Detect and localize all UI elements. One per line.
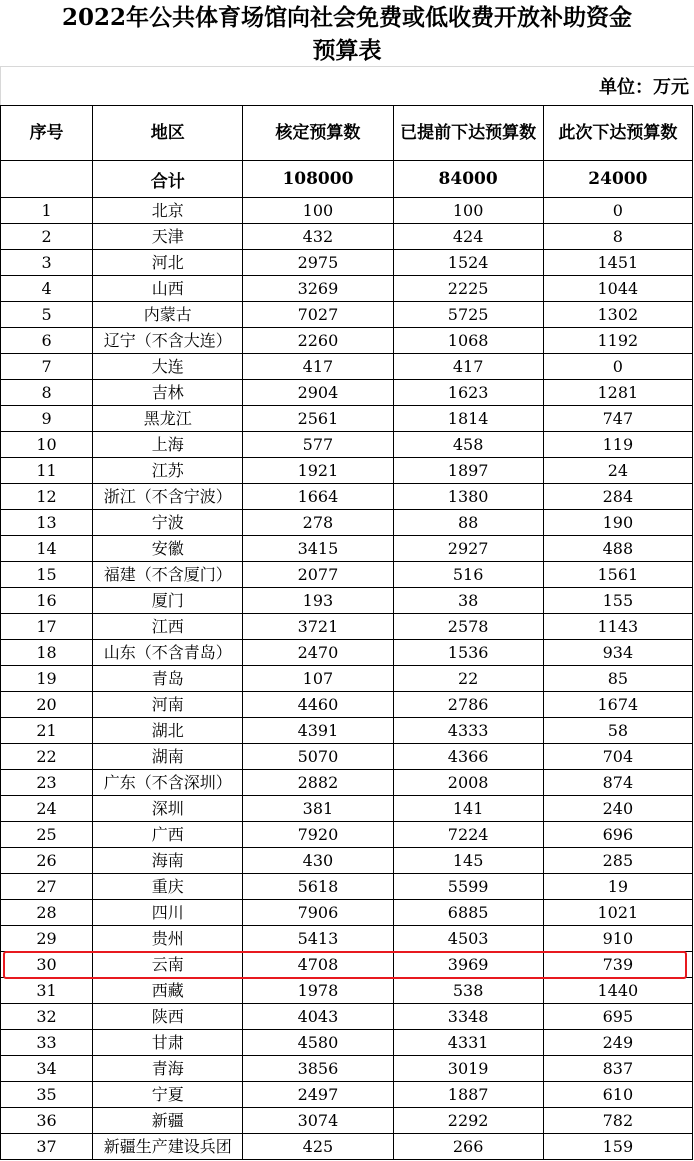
row-approved-cell: 2975	[243, 250, 393, 276]
row-advance-cell: 4503	[393, 926, 543, 952]
table-row	[1, 432, 693, 458]
row-approved-cell: 2470	[243, 640, 393, 666]
row-region-cell: 江苏	[93, 458, 243, 484]
row-no-cell: 27	[1, 874, 93, 900]
row-current-cell: 285	[543, 848, 692, 874]
table-row	[1, 1056, 693, 1082]
row-approved-cell: 425	[243, 1134, 393, 1160]
row-current-cell: 1281	[543, 380, 692, 406]
row-current-cell: 1192	[543, 328, 692, 354]
row-region-cell: 北京	[93, 198, 243, 224]
row-no-cell: 25	[1, 822, 93, 848]
unit-label: 单位：万元	[599, 77, 689, 98]
row-no-cell: 18	[1, 640, 93, 666]
row-approved-cell: 3074	[243, 1108, 393, 1134]
row-approved-cell: 432	[243, 224, 393, 250]
row-approved-cell: 7027	[243, 302, 393, 328]
row-no-cell: 36	[1, 1108, 93, 1134]
header-cell-no: 序号	[1, 106, 93, 161]
row-region-cell: 安徽	[93, 536, 243, 562]
table-row	[1, 328, 693, 354]
row-advance-cell: 516	[393, 562, 543, 588]
table-row	[1, 900, 693, 926]
table-row	[1, 302, 693, 328]
row-region-cell: 四川	[93, 900, 243, 926]
row-advance-cell: 145	[393, 848, 543, 874]
row-region-cell: 厦门	[93, 588, 243, 614]
row-approved-cell: 1664	[243, 484, 393, 510]
row-approved-cell: 4708	[243, 952, 393, 978]
row-approved-cell: 430	[243, 848, 393, 874]
row-region-cell: 山东（不含青岛）	[93, 640, 243, 666]
row-advance-cell: 1897	[393, 458, 543, 484]
row-no-cell: 31	[1, 978, 93, 1004]
table-row	[1, 458, 693, 484]
row-advance-cell: 1068	[393, 328, 543, 354]
row-no-cell: 33	[1, 1030, 93, 1056]
row-approved-cell: 3269	[243, 276, 393, 302]
row-no-cell: 1	[1, 198, 93, 224]
row-no-cell: 8	[1, 380, 93, 406]
header-cell-region: 地区	[93, 106, 243, 161]
table-row	[1, 692, 693, 718]
row-region-cell: 陕西	[93, 1004, 243, 1030]
row-current-cell: 85	[543, 666, 692, 692]
row-approved-cell: 100	[243, 198, 393, 224]
document-title	[0, 0, 694, 66]
table-row	[1, 744, 693, 770]
row-advance-cell: 1524	[393, 250, 543, 276]
row-current-cell: 119	[543, 432, 692, 458]
row-region-cell: 大连	[93, 354, 243, 380]
row-region-cell: 重庆	[93, 874, 243, 900]
row-region-cell: 吉林	[93, 380, 243, 406]
row-current-cell: 874	[543, 770, 692, 796]
table-row	[1, 1082, 693, 1108]
row-advance-cell: 424	[393, 224, 543, 250]
row-approved-cell: 381	[243, 796, 393, 822]
row-current-cell: 782	[543, 1108, 692, 1134]
row-advance-cell: 7224	[393, 822, 543, 848]
row-no-cell: 19	[1, 666, 93, 692]
row-no-cell: 2	[1, 224, 93, 250]
row-approved-cell: 4043	[243, 1004, 393, 1030]
row-region-cell: 海南	[93, 848, 243, 874]
row-no-cell: 16	[1, 588, 93, 614]
row-no-cell: 17	[1, 614, 93, 640]
row-approved-cell: 5413	[243, 926, 393, 952]
total-no-cell	[1, 161, 93, 198]
row-approved-cell: 3856	[243, 1056, 393, 1082]
table-row	[1, 224, 693, 250]
row-approved-cell: 2882	[243, 770, 393, 796]
header-cell-current: 此次下达预算数	[543, 106, 692, 161]
row-region-cell: 甘肃	[93, 1030, 243, 1056]
row-advance-cell: 1623	[393, 380, 543, 406]
row-approved-cell: 577	[243, 432, 393, 458]
row-approved-cell: 5070	[243, 744, 393, 770]
row-advance-cell: 417	[393, 354, 543, 380]
row-current-cell: 696	[543, 822, 692, 848]
row-current-cell: 1044	[543, 276, 692, 302]
row-region-cell: 宁波	[93, 510, 243, 536]
row-approved-cell: 2260	[243, 328, 393, 354]
row-region-cell: 湖北	[93, 718, 243, 744]
row-no-cell: 24	[1, 796, 93, 822]
row-advance-cell: 3348	[393, 1004, 543, 1030]
table-row	[1, 796, 693, 822]
row-current-cell: 910	[543, 926, 692, 952]
header-cell-approved: 核定预算数	[243, 106, 393, 161]
row-region-cell: 天津	[93, 224, 243, 250]
row-region-cell: 新疆	[93, 1108, 243, 1134]
row-region-cell: 山西	[93, 276, 243, 302]
table-row	[1, 666, 693, 692]
row-current-cell: 8	[543, 224, 692, 250]
row-current-cell: 0	[543, 354, 692, 380]
row-advance-cell: 2927	[393, 536, 543, 562]
row-current-cell: 0	[543, 198, 692, 224]
row-advance-cell: 5725	[393, 302, 543, 328]
row-approved-cell: 1978	[243, 978, 393, 1004]
row-current-cell: 837	[543, 1056, 692, 1082]
row-no-cell: 7	[1, 354, 93, 380]
table-row	[1, 640, 693, 666]
row-current-cell: 19	[543, 874, 692, 900]
table-row	[1, 484, 693, 510]
total-row	[1, 161, 693, 198]
row-advance-cell: 458	[393, 432, 543, 458]
row-region-cell: 湖南	[93, 744, 243, 770]
table-row	[1, 614, 693, 640]
table-row	[1, 198, 693, 224]
row-no-cell: 15	[1, 562, 93, 588]
total-advance-cell: 84000	[393, 161, 543, 198]
row-advance-cell: 266	[393, 1134, 543, 1160]
row-current-cell: 155	[543, 588, 692, 614]
row-no-cell: 32	[1, 1004, 93, 1030]
table-row	[1, 718, 693, 744]
row-advance-cell: 1814	[393, 406, 543, 432]
row-approved-cell: 417	[243, 354, 393, 380]
row-current-cell: 704	[543, 744, 692, 770]
total-approved-cell: 108000	[243, 161, 393, 198]
header-row	[1, 106, 693, 161]
table-row	[1, 1004, 693, 1030]
table-row	[1, 354, 693, 380]
row-advance-cell: 2786	[393, 692, 543, 718]
row-current-cell: 284	[543, 484, 692, 510]
row-no-cell: 22	[1, 744, 93, 770]
row-advance-cell: 2292	[393, 1108, 543, 1134]
row-no-cell: 10	[1, 432, 93, 458]
row-current-cell: 695	[543, 1004, 692, 1030]
row-no-cell: 30	[1, 952, 93, 978]
row-current-cell: 1302	[543, 302, 692, 328]
row-no-cell: 20	[1, 692, 93, 718]
table-row	[1, 588, 693, 614]
row-current-cell: 488	[543, 536, 692, 562]
row-advance-cell: 2008	[393, 770, 543, 796]
row-advance-cell: 88	[393, 510, 543, 536]
row-approved-cell: 193	[243, 588, 393, 614]
row-no-cell: 23	[1, 770, 93, 796]
row-region-cell: 广西	[93, 822, 243, 848]
row-no-cell: 12	[1, 484, 93, 510]
row-no-cell: 28	[1, 900, 93, 926]
row-current-cell: 249	[543, 1030, 692, 1056]
total-current-cell: 24000	[543, 161, 692, 198]
row-current-cell: 190	[543, 510, 692, 536]
row-approved-cell: 2077	[243, 562, 393, 588]
row-approved-cell: 5618	[243, 874, 393, 900]
row-approved-cell: 4580	[243, 1030, 393, 1056]
row-advance-cell: 4331	[393, 1030, 543, 1056]
row-advance-cell: 1380	[393, 484, 543, 510]
unit-row-left-border	[0, 67, 1, 106]
row-advance-cell: 3969	[393, 952, 543, 978]
table-row	[1, 978, 693, 1004]
row-advance-cell: 4366	[393, 744, 543, 770]
row-region-cell: 青岛	[93, 666, 243, 692]
row-region-cell: 贵州	[93, 926, 243, 952]
row-approved-cell: 4460	[243, 692, 393, 718]
row-advance-cell: 22	[393, 666, 543, 692]
row-no-cell: 34	[1, 1056, 93, 1082]
row-approved-cell: 3415	[243, 536, 393, 562]
row-current-cell: 934	[543, 640, 692, 666]
row-region-cell: 青海	[93, 1056, 243, 1082]
table-row	[1, 250, 693, 276]
row-no-cell: 13	[1, 510, 93, 536]
table-row	[1, 510, 693, 536]
row-current-cell: 1674	[543, 692, 692, 718]
row-region-cell: 江西	[93, 614, 243, 640]
row-region-cell: 广东（不含深圳）	[93, 770, 243, 796]
row-region-cell: 黑龙江	[93, 406, 243, 432]
budget-table	[0, 105, 693, 1160]
row-approved-cell: 3721	[243, 614, 393, 640]
row-region-cell: 上海	[93, 432, 243, 458]
table-row	[1, 1030, 693, 1056]
row-approved-cell: 2904	[243, 380, 393, 406]
header-cell-advance: 已提前下达预算数	[393, 106, 543, 161]
row-current-cell: 24	[543, 458, 692, 484]
row-approved-cell: 4391	[243, 718, 393, 744]
row-advance-cell: 538	[393, 978, 543, 1004]
row-advance-cell: 2225	[393, 276, 543, 302]
row-no-cell: 6	[1, 328, 93, 354]
row-advance-cell: 1536	[393, 640, 543, 666]
table-row	[1, 536, 693, 562]
total-label-cell: 合计	[93, 161, 243, 198]
row-region-cell: 内蒙古	[93, 302, 243, 328]
row-no-cell: 11	[1, 458, 93, 484]
table-row	[1, 562, 693, 588]
table-row	[1, 822, 693, 848]
title-line-1: 2022年公共体育场馆向社会免费或低收费开放补助资金	[61, 4, 632, 31]
row-advance-cell: 3019	[393, 1056, 543, 1082]
table-row	[1, 276, 693, 302]
table-row	[1, 1108, 693, 1134]
row-approved-cell: 278	[243, 510, 393, 536]
row-approved-cell: 7920	[243, 822, 393, 848]
row-current-cell: 58	[543, 718, 692, 744]
row-region-cell: 宁夏	[93, 1082, 243, 1108]
row-region-cell: 新疆生产建设兵团	[93, 1134, 243, 1160]
unit-row	[0, 66, 694, 106]
table-row	[1, 926, 693, 952]
row-no-cell: 14	[1, 536, 93, 562]
row-approved-cell: 7906	[243, 900, 393, 926]
row-current-cell: 1451	[543, 250, 692, 276]
row-advance-cell: 6885	[393, 900, 543, 926]
row-advance-cell: 1887	[393, 1082, 543, 1108]
row-approved-cell: 1921	[243, 458, 393, 484]
table-row	[1, 406, 693, 432]
row-no-cell: 37	[1, 1134, 93, 1160]
row-no-cell: 26	[1, 848, 93, 874]
row-current-cell: 1021	[543, 900, 692, 926]
row-region-cell: 河南	[93, 692, 243, 718]
row-current-cell: 240	[543, 796, 692, 822]
row-current-cell: 747	[543, 406, 692, 432]
row-current-cell: 1440	[543, 978, 692, 1004]
row-no-cell: 3	[1, 250, 93, 276]
row-approved-cell: 2497	[243, 1082, 393, 1108]
table-row	[1, 874, 693, 900]
row-no-cell: 4	[1, 276, 93, 302]
row-region-cell: 辽宁（不含大连）	[93, 328, 243, 354]
row-current-cell: 1143	[543, 614, 692, 640]
row-no-cell: 35	[1, 1082, 93, 1108]
row-advance-cell: 2578	[393, 614, 543, 640]
row-no-cell: 9	[1, 406, 93, 432]
table-row	[1, 1134, 693, 1160]
table-row	[1, 770, 693, 796]
row-current-cell: 159	[543, 1134, 692, 1160]
title-line-2: 预算表	[312, 37, 382, 64]
row-advance-cell: 141	[393, 796, 543, 822]
row-region-cell: 福建（不含厦门）	[93, 562, 243, 588]
table-row	[1, 848, 693, 874]
row-advance-cell: 100	[393, 198, 543, 224]
row-no-cell: 29	[1, 926, 93, 952]
row-no-cell: 5	[1, 302, 93, 328]
row-approved-cell: 107	[243, 666, 393, 692]
row-region-cell: 河北	[93, 250, 243, 276]
row-no-cell: 21	[1, 718, 93, 744]
row-current-cell: 1561	[543, 562, 692, 588]
table-row-highlighted	[1, 952, 693, 978]
row-advance-cell: 4333	[393, 718, 543, 744]
row-current-cell: 739	[543, 952, 692, 978]
row-advance-cell: 5599	[393, 874, 543, 900]
row-region-cell: 深圳	[93, 796, 243, 822]
row-region-cell: 浙江（不含宁波）	[93, 484, 243, 510]
row-region-cell: 云南	[93, 952, 243, 978]
row-region-cell: 西藏	[93, 978, 243, 1004]
row-approved-cell: 2561	[243, 406, 393, 432]
row-advance-cell: 38	[393, 588, 543, 614]
row-current-cell: 610	[543, 1082, 692, 1108]
table-row	[1, 380, 693, 406]
